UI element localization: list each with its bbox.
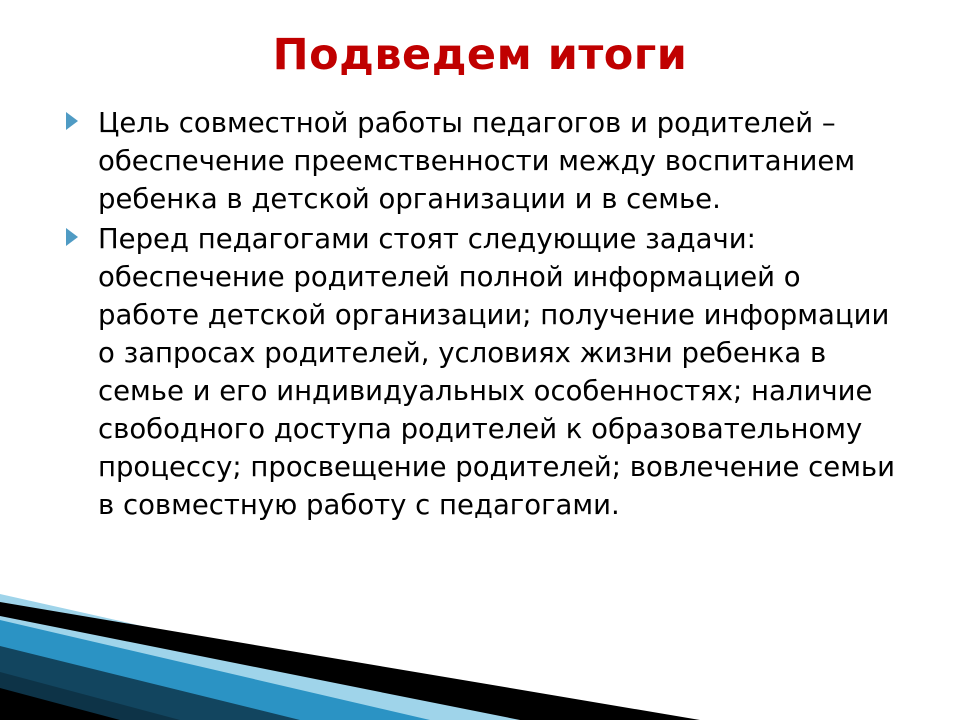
page-title: Подведем итоги <box>272 30 688 80</box>
bullet-list <box>58 104 908 526</box>
triangle-bullet-icon <box>66 112 78 130</box>
list-item <box>58 104 908 218</box>
decorative-bands <box>0 580 960 720</box>
list-item-text: Перед педагогами стоят следующие задачи: обеспечение родителей полной информацией о работе детской организации; получение информации о запросах родителей, условиях жизни ребенка в семье и его индивидуальных особенностях; наличие свободного доступа родителей к образовательному процессу; просвещение родителей; вовлечение семьи в совместную работу с педагогами. <box>98 223 896 521</box>
list-item <box>58 220 908 524</box>
footer-decoration <box>0 580 960 720</box>
triangle-bullet-icon <box>66 228 78 246</box>
list-item-text: Цель совместной работы педагогов и родителей – обеспечение преемственности между воспитанием ребенка в детской организации и в семье. <box>98 107 856 215</box>
